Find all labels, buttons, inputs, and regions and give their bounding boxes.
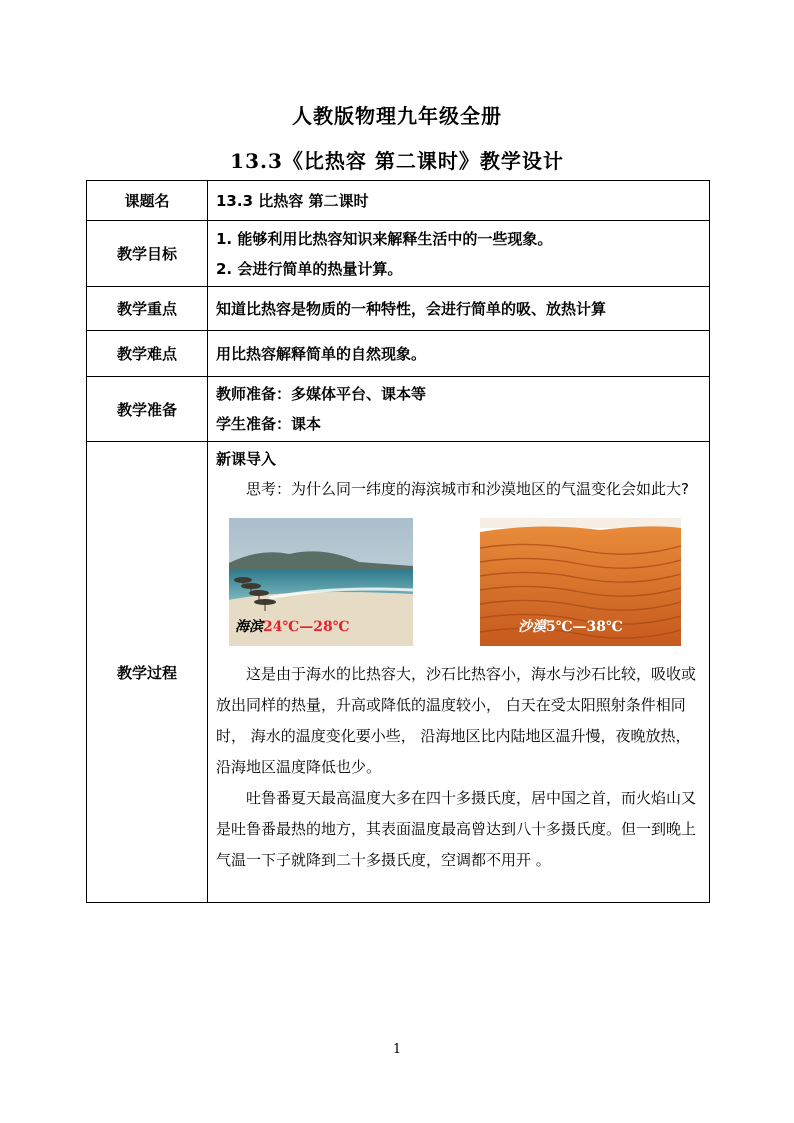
student-prep: 学生准备：课本 — [216, 415, 322, 433]
image-row — [229, 518, 681, 646]
lesson-plan-table — [86, 180, 710, 903]
row-goals — [87, 221, 710, 287]
label-goals: 教学目标 — [87, 221, 208, 287]
label-topic: 课题名 — [87, 181, 208, 221]
value-difficulty: 用比热容解释简单的自然现象。 — [208, 331, 710, 377]
row-topic — [87, 181, 710, 221]
desert-caption-range: 5℃—38℃ — [546, 619, 623, 635]
row-difficulty — [87, 331, 710, 377]
value-prep — [208, 377, 710, 442]
explanation-text: 这是由于海水的比热容大，沙石比热容小，海水与沙石比较，吸收或放出同样的热量，升高或降低的温度较小， 白天在受太阳照射条件相同时， 海水的温度变化要小些， 沿海地区比内陆地区温升慢，夜晚放热， 沿海地区温度降低也少。 — [216, 665, 697, 776]
desert-caption — [518, 612, 623, 642]
label-process: 教学过程 — [87, 442, 208, 903]
label-difficulty: 教学难点 — [87, 331, 208, 377]
beach-photo — [229, 518, 413, 646]
label-prep: 教学准备 — [87, 377, 208, 442]
row-key — [87, 287, 710, 331]
desert-caption-label: 沙漠 — [518, 619, 546, 635]
document-subtitle: 13.3《比热容 第二课时》教学设计 — [230, 149, 564, 173]
beach-caption-label: 海滨 — [235, 619, 263, 635]
desert-photo — [480, 518, 681, 646]
goal-item: 2. 会进行简单的热量计算。 — [216, 259, 403, 278]
question-text: 思考：为什么同一纬度的海滨城市和沙漠地区的气温变化会如此大? — [246, 480, 689, 498]
label-key: 教学重点 — [87, 287, 208, 331]
document-title: 人教版物理九年级全册 — [292, 104, 502, 128]
beach-caption-range: 24℃—28℃ — [263, 619, 350, 635]
teacher-prep: 教师准备：多媒体平台、课本等 — [216, 385, 427, 403]
section-heading: 新课导入 — [216, 450, 277, 468]
value-key: 知道比热容是物质的一种特性，会进行简单的吸、放热计算 — [208, 287, 710, 331]
goal-item: 1. 能够利用比热容知识来解释生活中的一些现象。 — [216, 229, 553, 248]
value-process — [208, 442, 710, 903]
page-number: 1 — [392, 1042, 402, 1057]
row-process — [87, 442, 710, 903]
turpan-text: 吐鲁番夏天最高温度大多在四十多摄氏度，居中国之首，而火焰山又是吐鲁番最热的地方，其表面温度最高曾达到八十多摄氏度。但一到晚上气温一下子就降到二十多摄氏度，空调都不用开 。 — [216, 789, 697, 869]
value-goals — [208, 221, 710, 287]
beach-caption — [235, 612, 350, 642]
value-topic: 13.3 比热容 第二课时 — [208, 181, 710, 221]
row-prep — [87, 377, 710, 442]
